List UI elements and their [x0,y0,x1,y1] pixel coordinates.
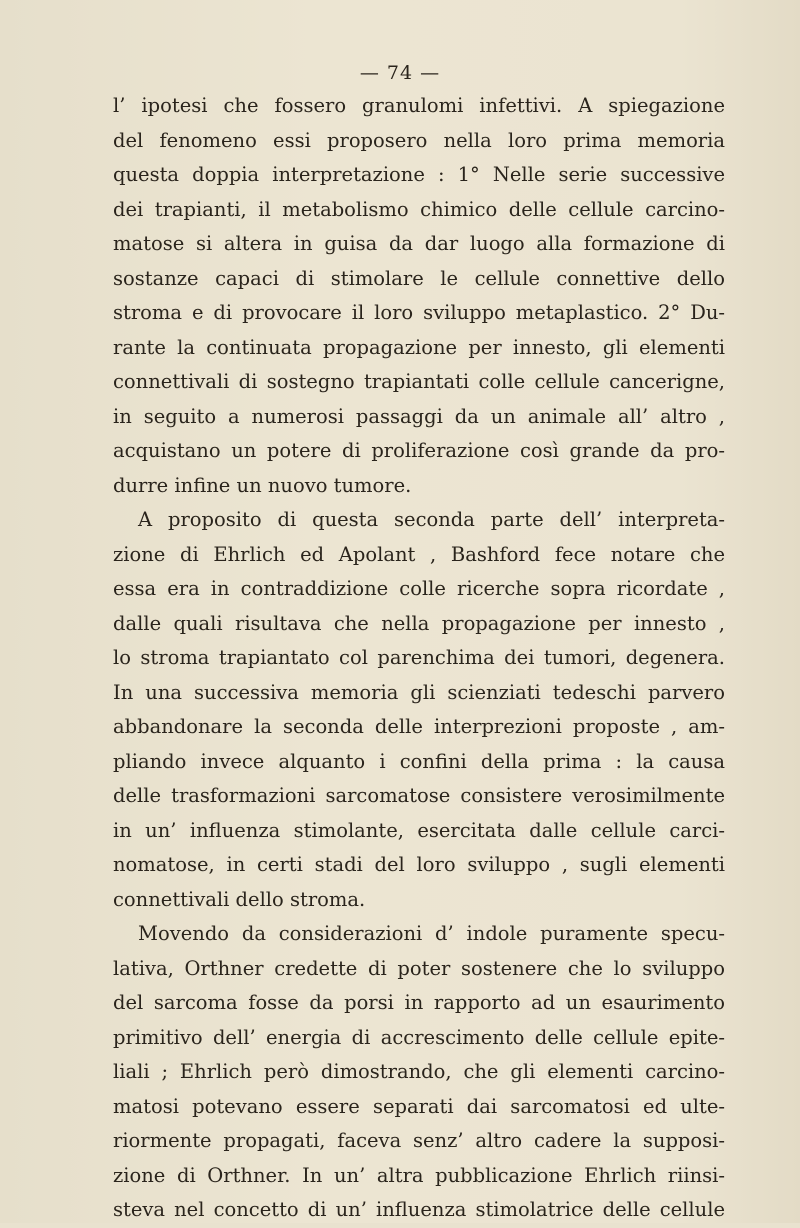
text-line: questa doppia interpretazione : 1° Nelle serie successive [113,163,725,186]
text-line: matosi potevano essere separati dai sarcomatosi ed ulte- [113,1094,725,1118]
text-line: essa era in contraddizione colle ricerche sopra ricordate , [113,577,725,600]
text-line: dalle quali risultava che nella propagazione per innesto , [113,611,725,635]
text-line: dei trapianti, il metabolismo chimico delle cellule carcino- [113,197,725,221]
text-line: zione di Ehrlich ed Apolant , Bashford fece notare che [113,542,725,566]
text-line: durre infine un nuovo tumore. [113,473,412,497]
text-line: abbandonare la seconda delle interprezioni proposte , am- [113,715,725,738]
text-line: lativa, Orthner credette di poter sostenere che lo sviluppo [113,956,725,980]
text-line: connettivali dello stroma. [113,887,366,911]
text-line: in un’ influenza stimolante, esercitata dalle cellule carci- [113,818,725,842]
text-line: Movendo da considerazioni d’ indole puramente specu- [138,922,725,945]
text-line: sostanze capaci di stimolare le cellule connettive dello [113,266,725,290]
text-line: nomatose, in certi stadi del loro sviluppo , sugli elementi [113,853,725,876]
text-line: liali ; Ehrlich però dimostrando, che gli elementi carcino- [113,1060,725,1083]
text-line: connettivali di sostegno trapiantati colle cellule cancerigne, [113,370,725,393]
text-line: l’ ipotesi che fossero granulomi infettivi. A spiegazione [113,94,725,117]
body-text [113,89,725,1228]
text-line: del sarcoma fosse da porsi in rapporto ad un esaurimento [113,991,725,1014]
text-line: stroma e di provocare il loro sviluppo metaplastico. 2° Du- [113,301,725,324]
page-number: — 74 — [359,62,441,84]
text-line: lo stroma trapiantato col parenchima dei tumori, degenera. [113,646,725,669]
text-line: zione di Orthner. In un’ altra pubblicazione Ehrlich riinsi- [113,1163,725,1187]
text-line: del fenomeno essi proposero nella loro prima memoria [113,128,725,152]
text-line: riormente propagati, faceva senz’ altro cadere la supposi- [113,1129,725,1152]
text-line: primitivo dell’ energia di accrescimento delle cellule epite- [113,1025,725,1049]
text-line: pliando invece alquanto i confini della prima : la causa [113,749,725,773]
text-line: acquistano un potere di proliferazione così grande da pro- [113,439,725,462]
text-line: in seguito a numerosi passaggi da un animale all’ altro , [113,404,725,428]
text-line: steva nel concetto di un’ influenza stimolatrice delle cellule [113,1198,725,1221]
text-line: In una successiva memoria gli scienziati tedeschi parvero [113,680,725,704]
text-line: A proposito di questa seconda parte dell’ interpreta- [138,508,725,531]
text-line: delle trasformazioni sarcomatose consistere verosimilmente [113,784,725,807]
text-line: matose si altera in guisa da dar luogo alla formazione di [113,232,725,255]
text-line: rante la continuata propagazione per innesto, gli elementi [113,335,725,359]
